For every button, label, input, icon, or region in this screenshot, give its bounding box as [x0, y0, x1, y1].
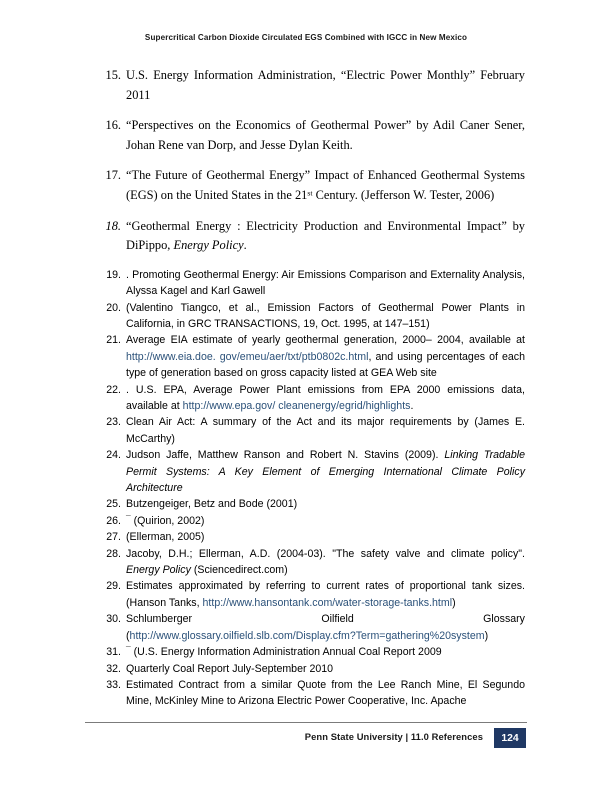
reference-text: Quarterly Coal Report July-September 2010: [126, 662, 334, 675]
reference-text: [126, 611, 525, 644]
reference-number: 17.: [105, 168, 121, 183]
running-header: Supercritical Carbon Dioxide Circulated EGS Combined with IGCC in New Mexico: [144, 33, 468, 42]
reference-text: (Valentino Tiangco, et al., Emission Factors of Geothermal Power Plants in California, in GRC TRANSACTIONS, 19, Oct. 1995, at 147–151): [126, 301, 525, 330]
reference-number: 24.: [106, 449, 121, 462]
reference-text: [126, 166, 525, 205]
footer-divider: [85, 722, 527, 723]
reference-list: [98, 66, 525, 710]
reference-item-26: [98, 513, 525, 529]
stray-macron-mark: ¯: [126, 513, 131, 524]
reference-text: [126, 447, 525, 496]
reference-text-part2: , and using percentages of each type of generation based on gross capacity listed at GEA Web site: [126, 350, 525, 380]
reference-text-part1: . U.S. EPA, Average Power Plant emissions from EPA 2000 emissions data, available at: [126, 383, 525, 412]
reference-url-link[interactable]: http://www.glossary.oilfield.slb.com/Display.cfm?Term=gathering%20system: [129, 629, 485, 642]
reference-text: [126, 546, 525, 579]
reference-item-33: [98, 677, 525, 710]
reference-number: 16.: [105, 118, 121, 133]
reference-text: [126, 513, 525, 529]
reference-text-part2: (Sciencedirect.com): [190, 564, 288, 577]
reference-url-link[interactable]: http://www.epa.gov/ cleanenergy/egrid/highlights: [182, 400, 411, 412]
reference-text: (Ellerman, 2005): [126, 531, 205, 544]
reference-url-link[interactable]: http://www.hansontank.com/water-storage-tanks.html: [202, 596, 453, 609]
reference-item-24: [98, 447, 525, 496]
reference-number: 21.: [106, 334, 121, 347]
stray-macron-mark: ¯: [126, 644, 131, 655]
reference-number: 28.: [106, 547, 121, 560]
reference-text: Butzengeiger, Betz and Bode (2001): [126, 498, 298, 511]
reference-item-18: [98, 217, 525, 256]
reference-item-20: [98, 300, 525, 333]
reference-text-part1: Estimates approximated by referring to current rates of proportional tank sizes. (Hanson Tanks,: [126, 580, 525, 609]
reference-text-part2: Century. (Jefferson W. Tester, 2006): [312, 187, 495, 202]
reference-text: Estimated Contract from a similar Quote from the Lee Ranch Mine, El Segundo Mine, McKinley Mine to Arizona Electric Power Cooperative, Inc. Apache: [126, 678, 525, 708]
reference-text-part2: ): [452, 596, 456, 609]
reference-item-31: [98, 644, 525, 660]
reference-number: 15.: [105, 68, 121, 82]
reference-text-part1: “The Future of Geothermal Energy” Impact of Enhanced Geothermal Systems (EGS) on the United States in the 21: [126, 168, 525, 202]
reference-number: 22.: [106, 383, 121, 396]
reference-number: 31.: [106, 646, 121, 659]
reference-item-17: [98, 166, 525, 205]
reference-number: 18.: [105, 218, 121, 233]
reference-item-25: [98, 496, 525, 512]
reference-text: . Promoting Geothermal Energy: Air Emissions Comparison and Externality Analysis, Alyssa Kagel and Karl Gawell: [126, 268, 525, 298]
reference-text-part1: Judson Jaffe, Matthew Ranson and Robert N. Stavins (2009).: [126, 449, 445, 462]
reference-item-32: [98, 661, 525, 677]
reference-item-29: [98, 578, 525, 611]
reference-title-italic: Energy Policy: [173, 238, 244, 253]
reference-item-27: [98, 529, 525, 545]
reference-text: [126, 332, 525, 381]
reference-item-28: [98, 546, 525, 579]
reference-item-15: [98, 66, 525, 105]
reference-number: 19.: [106, 268, 121, 281]
page-footer: [85, 728, 527, 748]
reference-title-italic: Energy Policy: [126, 564, 191, 577]
reference-text-part1: (Quirion, 2002): [130, 514, 205, 527]
reference-number: 32.: [106, 662, 121, 675]
reference-text: Clean Air Act: A summary of the Act and its major requirements by (James E. McCarthy): [126, 416, 525, 445]
reference-text: [126, 382, 525, 415]
reference-text-part1: (U.S. Energy Information Administration Annual Coal Report 2009: [130, 646, 442, 659]
reference-item-30: [98, 611, 525, 644]
reference-item-23: [98, 414, 525, 447]
reference-number: 27.: [106, 531, 121, 544]
reference-text-part1: “Geothermal Energy : Electricity Production and Environmental Impact” by DiPippo,: [126, 218, 525, 253]
reference-number: 23.: [106, 416, 121, 429]
reference-text-part2: ): [484, 629, 489, 642]
reference-title-italic: Linking Tradable Permit Systems: A Key Element of Emerging International Climate Policy Architecture: [126, 449, 525, 495]
reference-text: [126, 217, 525, 256]
reference-number: 30.: [106, 613, 121, 626]
reference-text: [126, 578, 525, 611]
reference-url-link[interactable]: http://www.eia.doe. gov/emeu/aer/txt/ptb0802c.html: [126, 350, 369, 363]
ordinal-superscript: st: [307, 188, 313, 198]
reference-number: 26.: [106, 514, 121, 527]
reference-text: [126, 644, 525, 660]
reference-text: U.S. Energy Information Administration, “Electric Power Monthly” February 2011: [126, 68, 525, 102]
reference-text-part1: Average EIA estimate of yearly geothermal generation, 2000– 2004, available at: [126, 334, 525, 347]
reference-text-part1: Jacoby, D.H.; Ellerman, A.D. (2004-03). "The safety valve and climate policy".: [126, 547, 525, 560]
page-number-badge: 124: [494, 728, 526, 748]
reference-number: 20.: [106, 301, 121, 314]
reference-number: 33.: [106, 678, 121, 691]
reference-text: “Perspectives on the Economics of Geothermal Power” by Adil Caner Sener, Johan Rene van Dorp, and Jesse Dylan Keith.: [126, 118, 525, 152]
reference-item-22: [98, 382, 525, 415]
reference-url-open-paren: (: [126, 629, 130, 642]
reference-item-19: [98, 267, 525, 300]
reference-item-21: [98, 332, 525, 381]
reference-text-part2: .: [243, 238, 247, 253]
reference-number: 25.: [106, 498, 121, 511]
footer-label: Penn State University | 11.0 References: [304, 731, 483, 742]
reference-text-part2: .: [410, 400, 414, 412]
reference-title-spaced: Schlumberger Oilfield Glossary: [126, 613, 525, 626]
reference-number: 29.: [106, 580, 121, 593]
reference-item-16: [98, 116, 525, 155]
